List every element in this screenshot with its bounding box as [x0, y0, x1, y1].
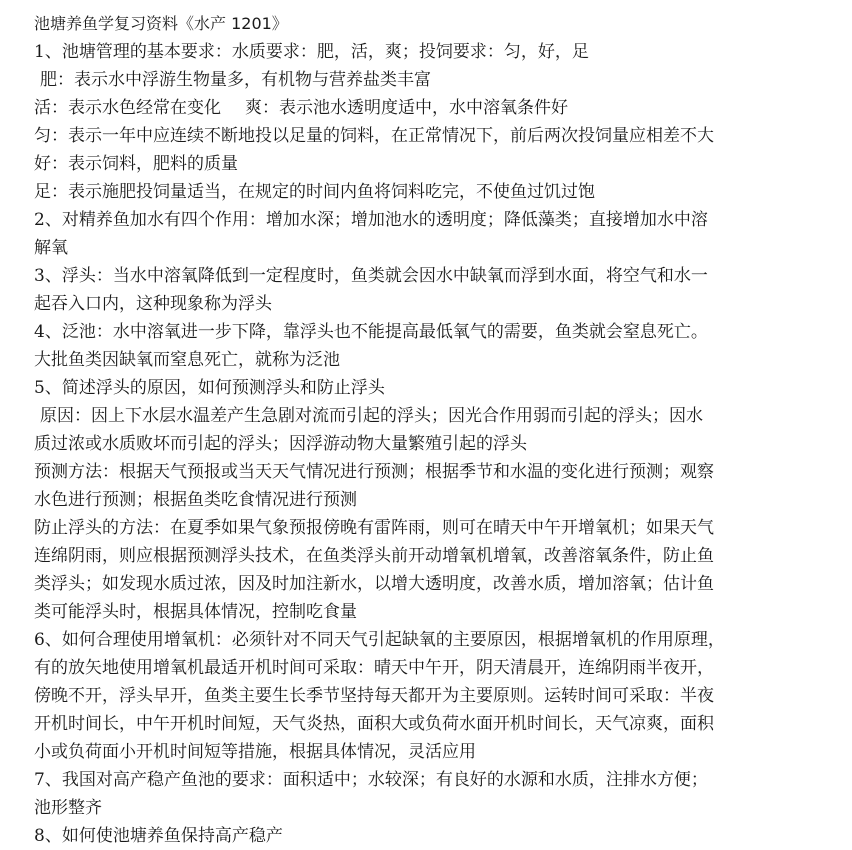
text-line: 好：表示饲料，肥料的质量: [34, 154, 238, 174]
text-line: 3、浮头：当水中溶氧降低到一定程度时，鱼类就会因水中缺氧而浮到水面，将空气和水一: [34, 266, 708, 286]
text-line: 2、对精养鱼加水有四个作用：增加水深；增加池水的透明度；降低藻类；直接增加水中溶: [34, 210, 708, 230]
text-line: 开机时间长，中午开机时间短，天气炎热，面积大或负荷水面开机时间长，天气凉爽，面积: [34, 714, 714, 734]
document-title: 池塘养鱼学复习资料《水产 1201》: [34, 14, 288, 33]
text-line: 解氧: [34, 238, 68, 258]
text-line: 连绵阴雨，则应根据预测浮头技术，在鱼类浮头前开动增氧机增氧，改善溶氧条件，防止鱼: [34, 546, 714, 566]
text-line: 水色进行预测；根据鱼类吃食情况进行预测: [34, 490, 357, 510]
text-line: 类可能浮头时，根据具体情况，控制吃食量: [34, 602, 357, 622]
text-line: 小或负荷面小开机时间短等措施，根据具体情况，灵活应用: [34, 742, 476, 762]
text-line: 1、池塘管理的基本要求：水质要求：肥，活，爽；投饲要求：匀，好，足: [34, 42, 589, 62]
text-line: 6、如何合理使用增氧机：必须针对不同天气引起缺氧的主要原因，根据增氧机的作用原理，: [34, 630, 725, 650]
text-line-pair: [34, 94, 834, 122]
text-line: 原因：因上下水层水温差产生急剧对流而引起的浮头；因光合作用弱而引起的浮头；因水: [40, 406, 703, 426]
text-line: 类浮头；如发现水质过浓，因及时加注新水，以增大透明度，改善水质，增加溶氧；估计鱼: [34, 574, 714, 594]
text-segment: 活：表示水色经常在变化: [34, 98, 221, 118]
text-line: 有的放矢地使用增氧机最适开机时间可采取：晴天中午开，阴天清晨开，连绵阴雨半夜开，: [34, 658, 714, 678]
text-line: 4、泛池：水中溶氧进一步下降，靠浮头也不能提高最低氧气的需要，鱼类就会窒息死亡。: [34, 322, 708, 342]
text-line: 7、我国对高产稳产鱼池的要求：面积适中；水较深；有良好的水源和水质，注排水方便；: [34, 770, 708, 790]
text-line: 预测方法：根据天气预报或当天天气情况进行预测；根据季节和水温的变化进行预测；观察: [34, 462, 714, 482]
text-line: 质过浓或水质败坏而引起的浮头；因浮游动物大量繁殖引起的浮头: [34, 434, 527, 454]
text-line: 大批鱼类因缺氧而窒息死亡，就称为泛池: [34, 350, 340, 370]
text-line: 傍晚不开，浮头早开，鱼类主要生长季节坚持每天都开为主要原则。运转时间可采取：半夜: [34, 686, 714, 706]
text-line-cutoff: 8、如何使池塘养鱼保持高产稳产: [34, 826, 283, 846]
text-line: 起吞入口内，这种现象称为浮头: [34, 294, 272, 314]
text-line: 防止浮头的方法：在夏季如果气象预报傍晚有雷阵雨，则可在晴天中午开增氧机；如果天气: [34, 518, 714, 538]
text-line: 匀：表示一年中应连续不断地投以足量的饲料，在正常情况下，前后两次投饲量应相差不大: [34, 126, 714, 146]
text-line: 池形整齐: [34, 798, 102, 818]
text-line: 足：表示施肥投饲量适当，在规定的时间内鱼将饲料吃完，不使鱼过饥过饱: [34, 182, 595, 202]
document-page: [34, 10, 834, 846]
text-segment: 爽：表示池水透明度适中，水中溶氧条件好: [245, 98, 568, 118]
text-line: 肥：表示水中浮游生物量多，有机物与营养盐类丰富: [40, 70, 431, 90]
text-line: 5、简述浮头的原因，如何预测浮头和防止浮头: [34, 378, 385, 398]
